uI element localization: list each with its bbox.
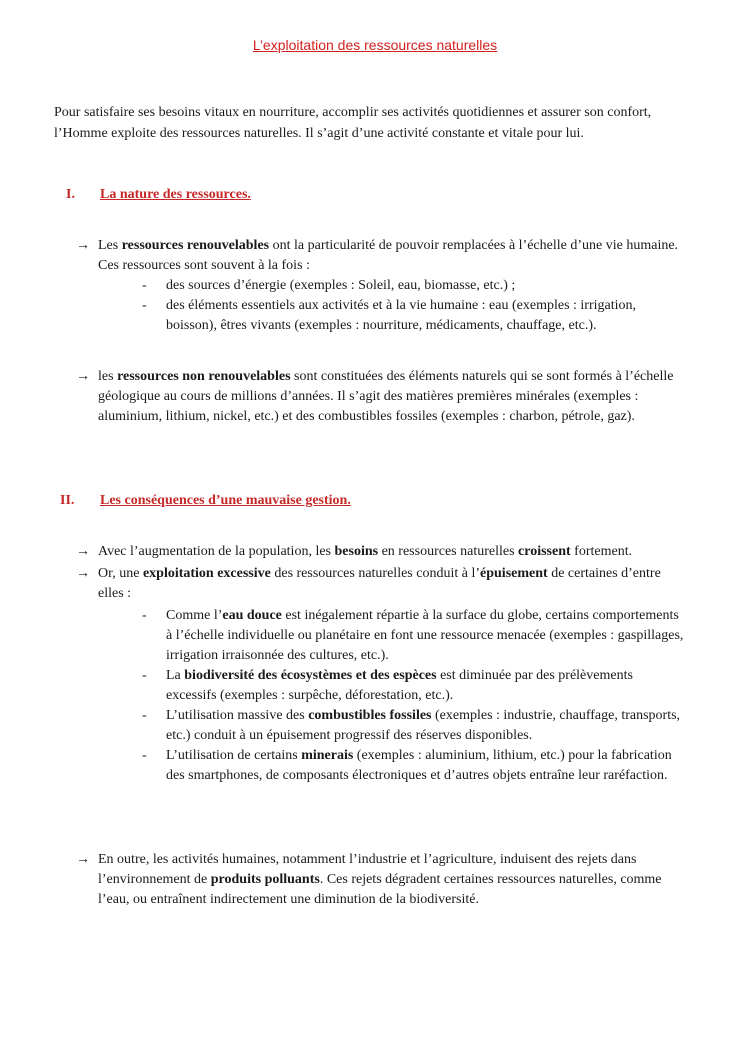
item-text: sont constituées des éléments naturels qui se sont formés à l’échelle géologique au cours de millions d’années. Il s’agit des matières premières minérales (exemples : aluminium, lithium, nickel, etc.) et des combustibles fossiles (exemples : charbon, pétrole, gaz). <box>98 369 674 424</box>
item-text: les <box>98 369 118 384</box>
item-text: de certaines d’entre elles : <box>98 566 661 601</box>
list-item-renewable <box>76 236 686 336</box>
item-text: ont la particularité de pouvoir remplacées à l’échelle d’une vie humaine. Ces ressources sont souvent à la fois : <box>98 238 679 273</box>
dash-bullet: - <box>142 748 147 763</box>
item-text: Or, une <box>98 566 143 581</box>
sub-item-text: (exemples : aluminium, lithium, etc.) pour la fabrication des smartphones, de composants électroniques et d’autres objets entraîne leur raréfaction. <box>166 748 672 783</box>
sub-item-text: des sources d’énergie (exemples : Soleil, eau, biomasse, etc.) ; <box>166 278 516 293</box>
arrow-icon: → <box>76 852 90 867</box>
section-1-title: La nature des ressources. <box>100 187 251 202</box>
item-bold-text: ressources renouvelables <box>121 238 270 253</box>
sub-list-item <box>142 666 686 706</box>
sub-item-bold-text: biodiversité des écosystèmes et des espèces <box>184 668 437 683</box>
page-title: L’exploitation des ressources naturelles <box>252 37 498 53</box>
sub-item-bold-text: combustibles fossiles <box>308 708 432 723</box>
item-text: en ressources naturelles <box>378 544 519 559</box>
sub-item-text: L’utilisation de certains <box>166 748 302 763</box>
dash-bullet: - <box>142 608 147 623</box>
list-item-needs-growth <box>76 542 686 562</box>
item-bold-text: exploitation excessive <box>142 566 271 581</box>
intro-paragraph: Pour satisfaire ses besoins vitaux en nourriture, accomplir ses activités quotidiennes et assurer son confort, l’Homme exploite des ressources naturelles. Il s’agit d’une activité constante et vitale pour lui. <box>54 105 652 141</box>
list-item-non-renewable <box>76 367 686 427</box>
sub-item-text: L’utilisation massive des <box>166 708 309 723</box>
section-2-number: II. <box>60 493 75 508</box>
sub-list-item <box>142 746 686 786</box>
item-bold-text: épuisement <box>480 566 548 581</box>
sub-item-text: est diminuée par des prélèvements excessifs (exemples : surpêche, déforestation, etc.). <box>166 668 633 703</box>
dash-bullet: - <box>142 708 147 723</box>
sub-item-text: Comme l’ <box>166 608 223 623</box>
item-bold-text: produits polluants <box>210 872 320 887</box>
list-item-excessive-exploitation <box>76 564 686 786</box>
item-text: fortement. <box>570 544 633 559</box>
item-bold-text: croissent <box>518 544 571 559</box>
sub-list-item <box>142 706 686 746</box>
sub-item-bold-text: eau douce <box>222 608 282 623</box>
sub-item-text: est inégalement répartie à la surface du globe, certains comportements à l’échelle individuelle ou planétaire en font une ressource menacée (exemples : gaspillages, irrigation irraisonnée des cultures, etc.). <box>166 608 684 663</box>
arrow-icon: → <box>76 544 90 559</box>
section-1-number: I. <box>66 187 75 202</box>
sub-item-text: La <box>166 668 185 683</box>
arrow-icon: → <box>76 238 90 253</box>
sub-list-item <box>142 606 686 666</box>
sub-item-bold-text: minerais <box>301 748 354 763</box>
list-item-pollutants <box>76 850 686 910</box>
item-bold-text: ressources non renouvelables <box>117 369 291 384</box>
item-text: Les <box>98 238 122 253</box>
sub-item-text: (exemples : industrie, chauffage, transports, etc.) conduit à un épuisement progressif des réserves disponibles. <box>166 708 681 743</box>
dash-bullet: - <box>142 668 147 683</box>
arrow-icon: → <box>76 566 90 581</box>
item-text: En outre, les activités humaines, notamment l’industrie et l’agriculture, induisent des rejets dans l’environnement de <box>98 852 637 887</box>
section-2-title: Les conséquences d’une mauvaise gestion. <box>100 493 351 508</box>
sub-list-item <box>142 296 686 336</box>
sub-item-text: des éléments essentiels aux activités et à la vie humaine : eau (exemples : irrigation, boisson), êtres vivants (exemples : nourriture, médicaments, chauffage, etc.). <box>166 298 637 333</box>
item-text: Avec l’augmentation de la population, les <box>98 544 335 559</box>
dash-bullet: - <box>142 278 147 293</box>
dash-bullet: - <box>142 298 147 313</box>
item-text: . Ces rejets dégradent certaines ressources naturelles, comme l’eau, ou entraînent indirectement une diminution de la biodiversité. <box>98 872 662 907</box>
arrow-icon: → <box>76 369 90 384</box>
item-text: des ressources naturelles conduit à l’ <box>270 566 481 581</box>
item-bold-text: besoins <box>334 544 379 559</box>
sub-list-item <box>142 276 686 296</box>
